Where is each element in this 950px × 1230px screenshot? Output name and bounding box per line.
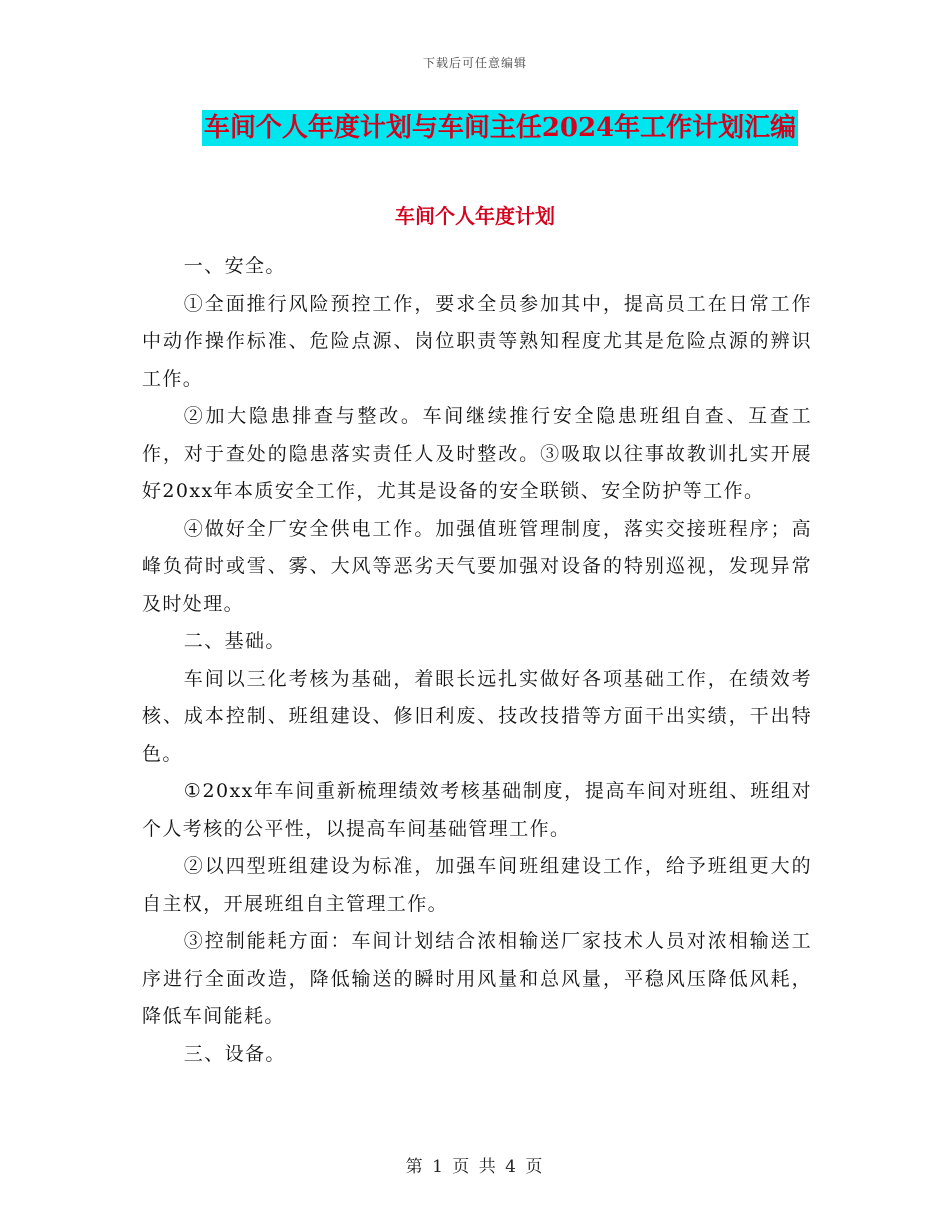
paragraph: ①20xx年车间重新梳理绩效考核基础制度，提高车间对班组、班组对个人考核的公平性，以提高车间基础管理工作。 bbox=[142, 780, 812, 840]
section-title: 车间个人年度计划 bbox=[395, 204, 555, 228]
page-footer: 第 1 页 共 4 页 bbox=[405, 1157, 545, 1177]
paragraph-equipment-heading: 三、设备。 bbox=[183, 1042, 286, 1065]
document-title-container bbox=[0, 110, 950, 146]
body-text bbox=[142, 248, 812, 1073]
paragraph: ④做好全厂安全供电工作。加强值班管理制度，落实交接班程序；高峰负荷时或雪、雾、大风等恶劣天气要加强对设备的特别巡视，发现异常及时处理。 bbox=[142, 517, 812, 615]
paragraph: ②加大隐患排查与整改。车间继续推行安全隐患班组自查、互查工作，对于查处的隐患落实责任人及时整改。③吸取以往事故教训扎实开展好20xx年本质安全工作，尤其是设备的安全联锁、安全防护等工作。 bbox=[142, 405, 812, 502]
document-title: 车间个人年度计划与车间主任2024年工作计划汇编 bbox=[202, 110, 798, 146]
paragraph: ②以四型班组建设为标准，加强车间班组建设工作，给予班组更大的自主权，开展班组自主管理工作。 bbox=[142, 855, 812, 915]
paragraph-safety-heading: 一、安全。 bbox=[183, 255, 286, 277]
header-note: 下载后可任意编辑 bbox=[422, 56, 527, 70]
paragraph: ①全面推行风险预控工作，要求全员参加其中，提高员工在日常工作中动作操作标准、危险点源、岗位职责等熟知程度尤其是危险点源的辨识工作。 bbox=[142, 292, 812, 390]
paragraph: 车间以三化考核为基础，着眼长远扎实做好各项基础工作，在绩效考核、成本控制、班组建设、修旧利废、技改技措等方面干出实绩，干出特色。 bbox=[142, 667, 812, 765]
paragraph: ③控制能耗方面：车间计划结合浓相输送厂家技术人员对浓相输送工序进行全面改造，降低输送的瞬时用风量和总风量，平稳风压降低风耗，降低车间能耗。 bbox=[142, 930, 812, 1027]
paragraph-foundation-heading: 二、基础。 bbox=[183, 630, 286, 652]
